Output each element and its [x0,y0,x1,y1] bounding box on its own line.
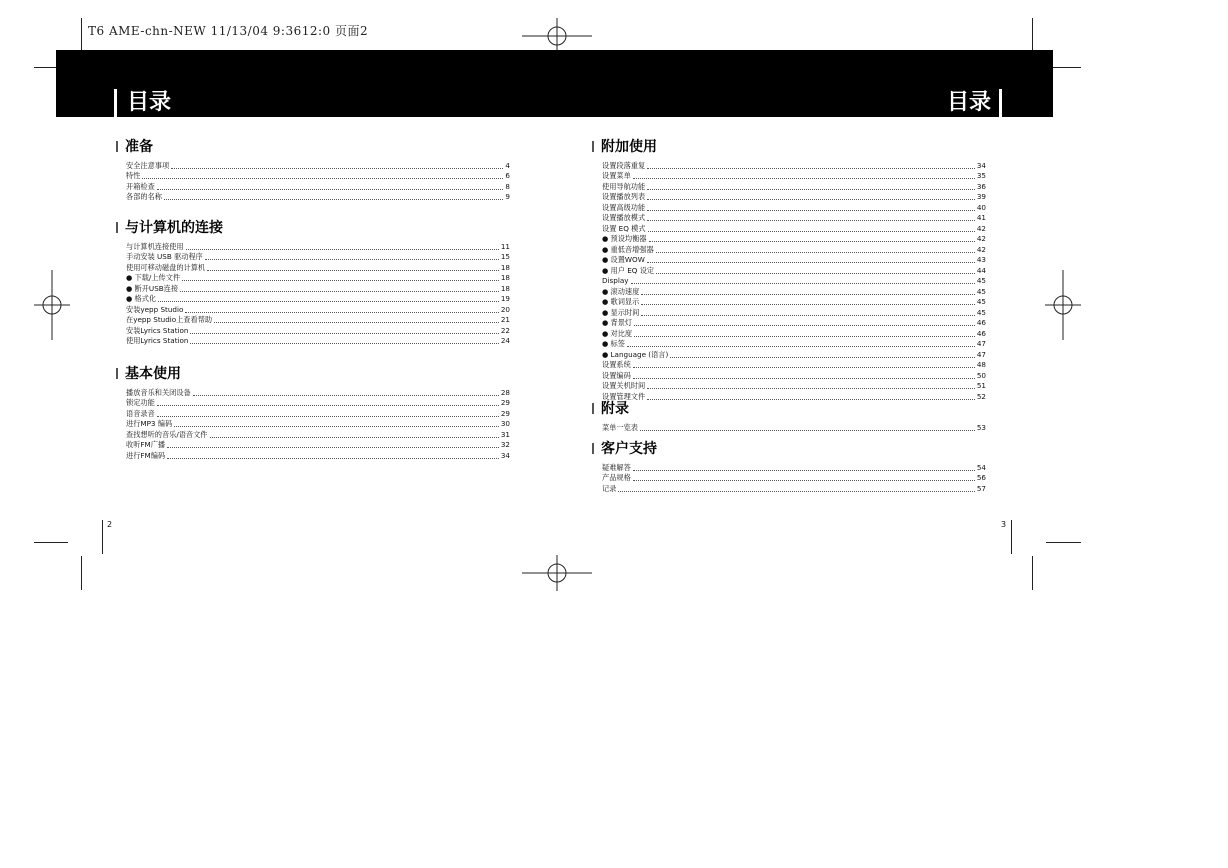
toc-entry-label: 设置 EQ 模式 [602,223,646,233]
toc-entry [592,360,986,371]
toc-entry-label: ● 标签 [602,339,625,348]
crop-mark-top-right-h [1053,67,1081,68]
toc-entry [592,160,986,171]
toc-entry-label: 在yepp Studio上查看帮助 [126,315,213,324]
toc-entry-label: 锁定功能 [126,398,155,407]
print-slug: T6 AME-chn-NEW 11/13/04 9:3612:0 页面2 [88,24,369,38]
dot-leader [210,437,499,438]
left-page-title: 目录 [114,89,171,117]
toc-entry [116,283,510,294]
toc-entry-label: 使用可移动磁盘的计算机 [126,262,206,272]
toc-entry-page: 28 [500,387,510,397]
toc-entry-label: 设置菜单 [602,171,631,180]
toc-entry-page: 47 [976,339,986,348]
toc-entry-page: 47 [976,349,986,359]
toc-section-title: 准备 [125,139,153,155]
dot-leader [640,430,975,431]
section-marker-icon [116,368,118,379]
toc-entry-label: 设置播放模式 [602,213,646,222]
toc-entry-page: 6 [505,171,510,180]
registration-mark-bottom [522,555,592,591]
dot-leader [641,294,975,295]
page-number-right: 3 [1001,520,1007,529]
toc-entry-page: 41 [976,213,986,222]
toc-entry-label: 设置管理文件 [602,391,646,401]
section-marker-icon [592,443,594,454]
toc-entry [592,286,986,297]
dot-leader [182,280,499,281]
toc-section-title: 附加使用 [601,139,657,155]
toc-entry-page: 45 [976,307,986,317]
dot-leader [633,480,975,481]
toc-entry [592,192,986,203]
toc-entry-page: 22 [500,325,510,335]
toc-entry-label: 产品规格 [602,473,631,482]
toc-entry [592,213,986,224]
toc-entry-page: 42 [976,244,986,254]
toc-entry-label: 使用导航功能 [602,181,646,191]
dot-leader [205,259,499,260]
toc-entry [116,429,510,440]
dot-leader [157,416,499,417]
toc-entry-page: 40 [976,202,986,212]
toc-entry-label: Display [602,276,629,285]
toc-entry-label: 语音录音 [126,408,155,418]
toc-entry [116,387,510,398]
toc-entry-label: 设置编码 [602,370,631,380]
crop-mark-bottom-right-h [1046,542,1081,543]
dot-leader [190,333,498,334]
toc-entry [116,294,510,305]
toc-entry-page: 42 [976,234,986,243]
dot-leader [647,199,975,200]
toc-section-heading [592,397,986,419]
toc-entry [592,265,986,276]
dot-leader [185,312,498,313]
toc-section-heading [116,135,510,157]
toc-entry-page: 48 [976,360,986,369]
crop-mark-bottom-right-v [1011,520,1012,554]
toc-entry-label: 设置段落重复 [602,160,646,170]
toc-entry-page: 43 [976,255,986,264]
toc-section-title: 客户支持 [601,441,657,457]
toc-entry [592,307,986,318]
registration-mark-right [1045,270,1081,340]
toc-entry [116,171,510,182]
toc-entry-page: 42 [976,223,986,233]
toc-entry [116,315,510,326]
toc-entry [592,349,986,360]
right-page-title: 目录 [947,89,1002,117]
toc-entry-page: 31 [500,429,510,439]
toc-entry [592,370,986,381]
toc-section [592,135,986,401]
dot-leader [656,252,975,253]
toc-entry-page: 45 [976,297,986,306]
dot-leader [618,491,974,492]
toc-entry [116,419,510,430]
toc-entry-page: 34 [976,160,986,170]
dot-leader [633,367,975,368]
toc-entry-label: 安装yepp Studio [126,304,184,314]
toc-entry [592,381,986,392]
dot-leader [158,301,499,302]
toc-entry-page: 54 [976,462,986,472]
toc-entry-page: 29 [500,408,510,418]
toc-entry [116,273,510,284]
toc-entry-label: ● 断开USB连接 [126,283,179,293]
toc-entry-label: ● 用户 EQ 设定 [602,265,655,275]
toc-entry-page: 50 [976,370,986,380]
toc-entry-label: 各部的名称 [126,192,162,201]
dot-leader [634,336,975,337]
toc-entry-page: 18 [500,262,510,272]
dot-leader [142,178,503,179]
toc-entry-label: 与计算机连接使用 [126,241,184,251]
toc-entry [116,192,510,203]
dot-leader [649,241,975,242]
toc-entry-label: 收听FM广播 [126,440,166,449]
dot-leader [190,343,498,344]
toc-entry-page: 34 [500,450,510,460]
toc-entry-label: 播放音乐和关闭设备 [126,387,191,397]
crop-mark-bottom-left-v2 [81,556,82,590]
toc-entry-label: 设置播放列表 [602,192,646,201]
toc-section [592,437,986,494]
toc-entry-page: 9 [505,192,510,201]
toc-right-column [592,135,986,494]
toc-entry [116,252,510,263]
section-marker-icon [592,403,594,414]
dot-leader [164,199,503,200]
header-banner [56,50,1053,117]
toc-entry-label: ● 设置WOW [602,255,645,264]
toc-entry [116,160,510,171]
toc-entry [592,223,986,234]
crop-mark-top-left-h [34,67,56,68]
toc-entry-page: 35 [976,171,986,180]
toc-entry-page: 24 [500,336,510,345]
toc-entry-label: 手动安装 USB 驱动程序 [126,252,203,261]
toc-entry [592,483,986,494]
dot-leader [641,315,975,316]
toc-entry-label: ● 重低音增强器 [602,244,654,254]
toc-entry-page: 52 [976,391,986,401]
crop-mark-top-left-v [81,18,82,50]
toc-entry-page: 46 [976,328,986,338]
toc-entry-label: ● 对比度 [602,328,633,338]
dot-leader [647,220,975,221]
toc-entry-label: ● 格式化 [126,294,157,303]
dot-leader [193,395,499,396]
toc-entry [592,244,986,255]
toc-entry-page: 4 [505,160,510,170]
toc-section-title: 附录 [601,401,629,417]
toc-entry [592,328,986,339]
toc-section [592,397,986,437]
toc-entry-page: 15 [500,252,510,261]
toc-left-column [116,135,510,461]
toc-entry [116,241,510,252]
toc-entry [592,202,986,213]
toc-section-heading [592,437,986,459]
toc-entry-page: 19 [500,294,510,303]
toc-entry [116,262,510,273]
registration-mark-top [522,18,592,54]
dot-leader [157,189,504,190]
toc-section-title: 与计算机的连接 [125,220,223,236]
dot-leader [656,273,975,274]
dot-leader [157,405,499,406]
toc-entry [592,276,986,287]
toc-entry-label: ● 下载/上传文件 [126,273,181,282]
toc-entry-page: 56 [976,473,986,482]
toc-section [116,216,510,362]
toc-entry-page: 39 [976,192,986,201]
toc-entry-page: 57 [976,483,986,493]
toc-entry-label: 安装Lyrics Station [126,325,189,335]
toc-entry-label: 开箱检查 [126,181,155,191]
toc-entry [592,297,986,308]
toc-section-heading [116,216,510,238]
toc-entry-page: 18 [500,273,510,282]
dot-leader [167,447,499,448]
dot-leader [631,283,975,284]
toc-entry-label: ● Language (语言) [602,349,669,359]
toc-entry-label: 记录 [602,483,617,493]
toc-entry [592,181,986,192]
toc-entry-label: 设置系统 [602,360,631,369]
toc-entry-label: ● 预设均衡器 [602,234,647,243]
dot-leader [647,189,975,190]
dot-leader [647,388,975,389]
toc-entry-label: 设置高级功能 [602,202,646,212]
crop-mark-bottom-right-v2 [1032,556,1033,590]
toc-entry-label: ● 滚动速度 [602,286,640,296]
toc-entry [116,181,510,192]
toc-entry [116,304,510,315]
toc-entry-label: 疑难解答 [602,462,631,472]
toc-entry-page: 51 [976,381,986,390]
dot-leader [186,249,499,250]
toc-entry-page: 46 [976,318,986,327]
toc-entry [116,440,510,451]
dot-leader [214,322,499,323]
toc-entry-page: 45 [976,286,986,296]
section-marker-icon [116,222,118,233]
dot-leader [647,168,975,169]
toc-section [116,362,510,461]
toc-entry-label: 查找想听的音乐/语音文件 [126,429,208,439]
dot-leader [207,270,499,271]
toc-entry [592,171,986,182]
toc-entry-page: 8 [505,181,510,191]
crop-mark-bottom-left-v [102,520,103,554]
registration-mark-left [34,270,70,340]
toc-entry-label: ● 背景灯 [602,318,633,327]
dot-leader [647,210,975,211]
toc-entry [116,398,510,409]
toc-entry [592,255,986,266]
toc-entry [116,325,510,336]
dot-leader [633,178,975,179]
dot-leader [633,378,975,379]
section-marker-icon [116,141,118,152]
crop-mark-bottom-left-h [34,542,68,543]
toc-entry [116,408,510,419]
toc-entry-page: 11 [500,241,510,251]
toc-entry-page: 20 [500,304,510,314]
toc-entry-page: 45 [976,276,986,285]
toc-entry-label: 进行FM编码 [126,450,166,460]
dot-leader [647,399,975,400]
toc-entry-label: 使用Lyrics Station [126,336,189,345]
toc-entry-page: 21 [500,315,510,324]
toc-entry [592,462,986,473]
toc-entry-label: ● 歌词显示 [602,297,640,306]
toc-entry-page: 36 [976,181,986,191]
dot-leader [648,231,975,232]
toc-entry-page: 53 [976,422,986,432]
dot-leader [633,470,975,471]
toc-entry-label: 安全注意事项 [126,160,170,170]
crop-mark-top-right-v [1032,18,1033,50]
toc-entry-label: 菜单一览表 [602,422,638,432]
toc-entry-label: 特性 [126,171,141,180]
dot-leader [167,458,499,459]
dot-leader [634,325,975,326]
dot-leader [641,304,975,305]
toc-entry-page: 30 [500,419,510,428]
toc-section [116,135,510,216]
toc-entry-page: 29 [500,398,510,407]
toc-entry-label: ● 显示时间 [602,307,640,317]
section-marker-icon [592,141,594,152]
toc-entry-page: 32 [500,440,510,449]
dot-leader [171,168,503,169]
toc-section-heading [116,362,510,384]
dot-leader [647,262,975,263]
toc-section-heading [592,135,986,157]
toc-entry-page: 18 [500,283,510,293]
toc-entry-page: 44 [976,265,986,275]
toc-entry-label: 进行MP3 编码 [126,419,173,428]
toc-entry [592,318,986,329]
toc-entry [592,473,986,484]
toc-entry [116,336,510,347]
page-number-left: 2 [107,520,113,529]
toc-section-title: 基本使用 [125,366,181,382]
dot-leader [174,426,499,427]
dot-leader [180,291,499,292]
toc-entry [592,234,986,245]
toc-entry [592,422,986,433]
dot-leader [670,357,975,358]
toc-entry-label: 设置关机时间 [602,381,646,390]
dot-leader [627,346,975,347]
toc-entry [116,450,510,461]
toc-entry [592,339,986,350]
